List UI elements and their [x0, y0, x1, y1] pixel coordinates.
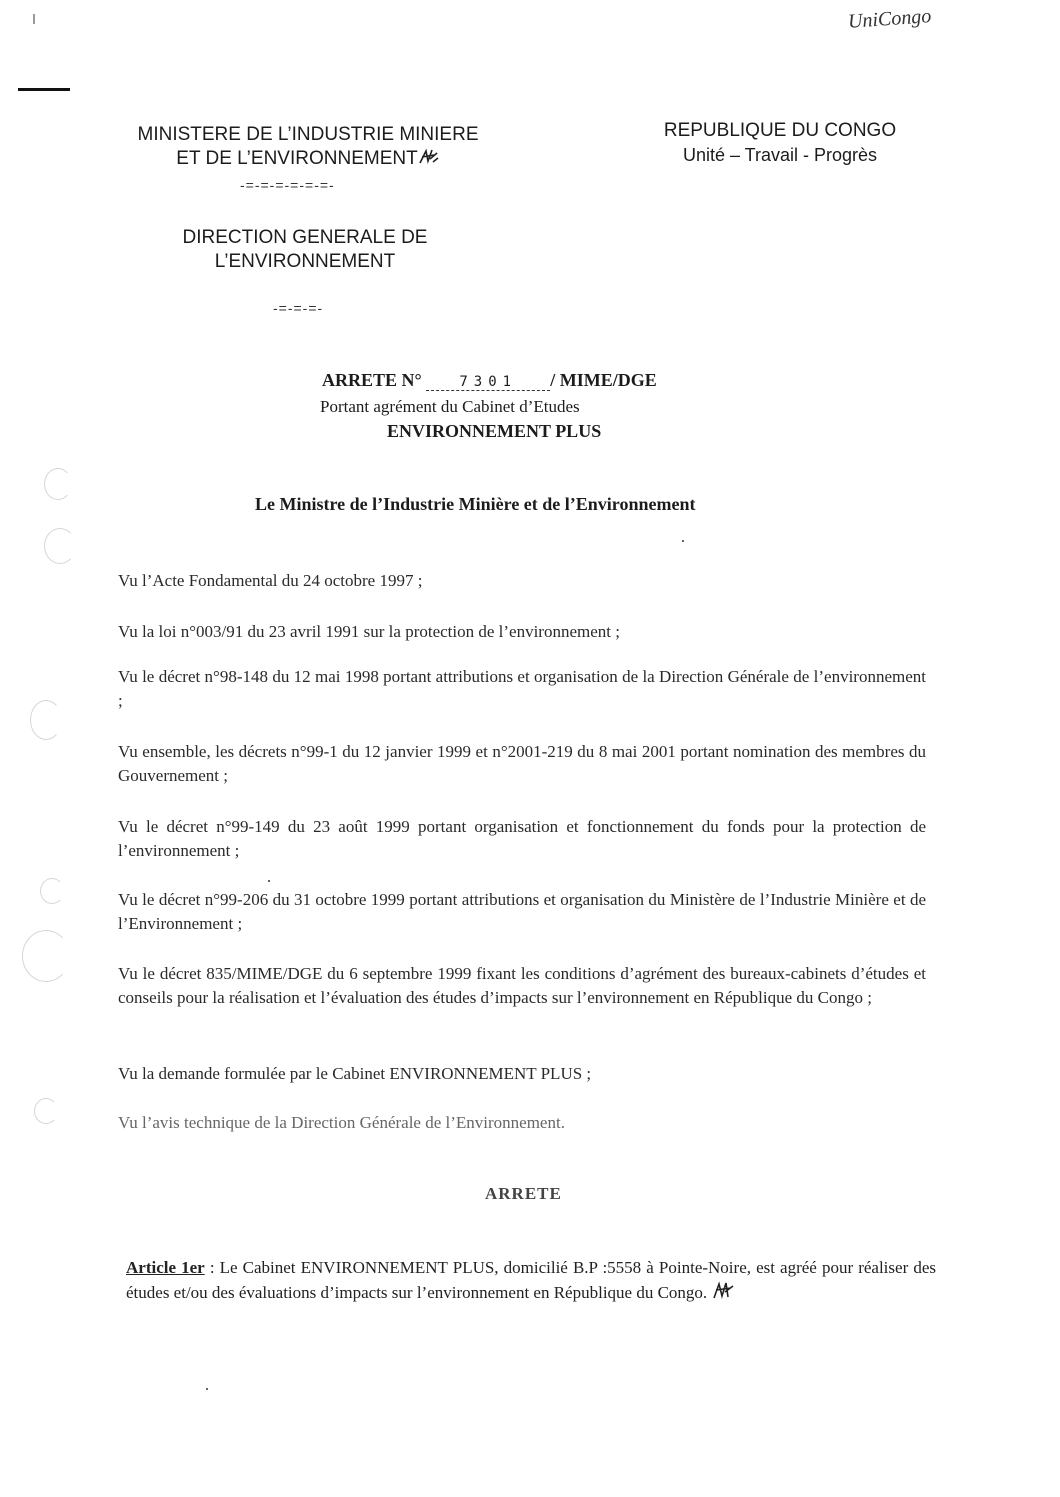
visa-item: Vu ensemble, les décrets n°99-1 du 12 janvier 1999 et n°2001-219 du 8 mai 2001 portant nomination des membres du Gouvernement ;	[118, 742, 926, 785]
cabinet-name: ENVIRONNEMENT PLUS	[387, 421, 602, 441]
arrete-subject: Portant agrément du Cabinet d’Etudes	[320, 397, 580, 416]
speck	[206, 1388, 208, 1390]
punch-hole-mark	[44, 468, 72, 500]
arrete-prefix: ARRETE N°	[322, 370, 422, 390]
direction-line2: L’ENVIRONNEMENT	[214, 251, 396, 272]
punch-hole-mark	[30, 700, 62, 740]
header-separator: -=-=-=-=-=-=-	[240, 177, 335, 193]
ministry-line1: MINISTERE DE L’INDUSTRIE MINIERE	[137, 124, 479, 145]
visa-item: Vu le décret n°99-149 du 23 août 1999 portant organisation et fonctionnement du fonds pour la protection de l’environnement ;	[118, 817, 926, 860]
ministry-line2	[108, 147, 508, 171]
minister-heading: Le Ministre de l’Industrie Minière et de l’Environnement	[255, 494, 696, 514]
visa-item: Vu la demande formulée par le Cabinet ENVIRONNEMENT PLUS ;	[118, 1064, 592, 1083]
republic-name: REPUBLIQUE DU CONGO	[663, 120, 897, 141]
article-1-text: : Le Cabinet ENVIRONNEMENT PLUS, domicilié B.P :5558 à Pointe-Noire, est agréé pour réaliser des études et/ou des évaluations d’impacts sur l’environnement en République du Congo.	[126, 1258, 936, 1302]
visa-item: Vu le décret 835/MIME/DGE du 6 septembre 1999 fixant les conditions d’agrément des bureaux-cabinets d’études et conseils pour la réalisation et l’évaluation des études d’impacts sur l’environnement en République du Congo ;	[118, 964, 926, 1007]
article-1-label: Article 1er	[126, 1258, 205, 1277]
visa-item: Vu la loi n°003/91 du 23 avril 1991 sur la protection de l’environnement ;	[118, 622, 620, 641]
arrete-number: 7301	[426, 374, 550, 391]
initials-mark-icon	[418, 147, 440, 167]
speck	[268, 880, 270, 882]
punch-hole-mark	[40, 878, 64, 904]
visa-item: Vu l’avis technique de la Direction Générale de l’Environnement.	[118, 1113, 565, 1132]
punch-hole-mark	[44, 528, 76, 564]
article-1	[126, 1256, 936, 1305]
republic-header	[620, 119, 940, 167]
punch-hole-mark	[34, 1098, 58, 1124]
direction-separator: -=-=-=-	[273, 300, 324, 316]
arrete-suffix: / MIME/DGE	[550, 370, 657, 390]
direction-line1: DIRECTION GENERALE DE	[182, 227, 428, 248]
direction-header	[150, 226, 460, 274]
visa-item: Vu l’Acte Fondamental du 24 octobre 1997 ;	[118, 571, 423, 590]
scan-mark	[18, 88, 70, 91]
scan-mark	[33, 14, 35, 24]
republic-motto: Unité – Travail - Progrès	[682, 145, 878, 165]
ministry-header	[108, 123, 508, 171]
arrete-heading: ARRETE	[485, 1184, 562, 1203]
visa-item: Vu le décret n°99-206 du 31 octobre 1999 portant attributions et organisation du Ministère de l’Industrie Minière et de l’Environnement ;	[118, 890, 926, 933]
ministry-line2-text: ET DE L’ENVIRONNEMENT	[176, 148, 418, 169]
punch-hole-mark	[22, 930, 70, 982]
handwritten-note: UniCongo	[847, 5, 932, 33]
speck	[682, 540, 684, 542]
initials-mark-icon	[711, 1280, 737, 1302]
arrete-title	[322, 370, 657, 391]
visa-item: Vu le décret n°98-148 du 12 mai 1998 portant attributions et organisation de la Direction Générale de l’environnement ;	[118, 667, 926, 710]
